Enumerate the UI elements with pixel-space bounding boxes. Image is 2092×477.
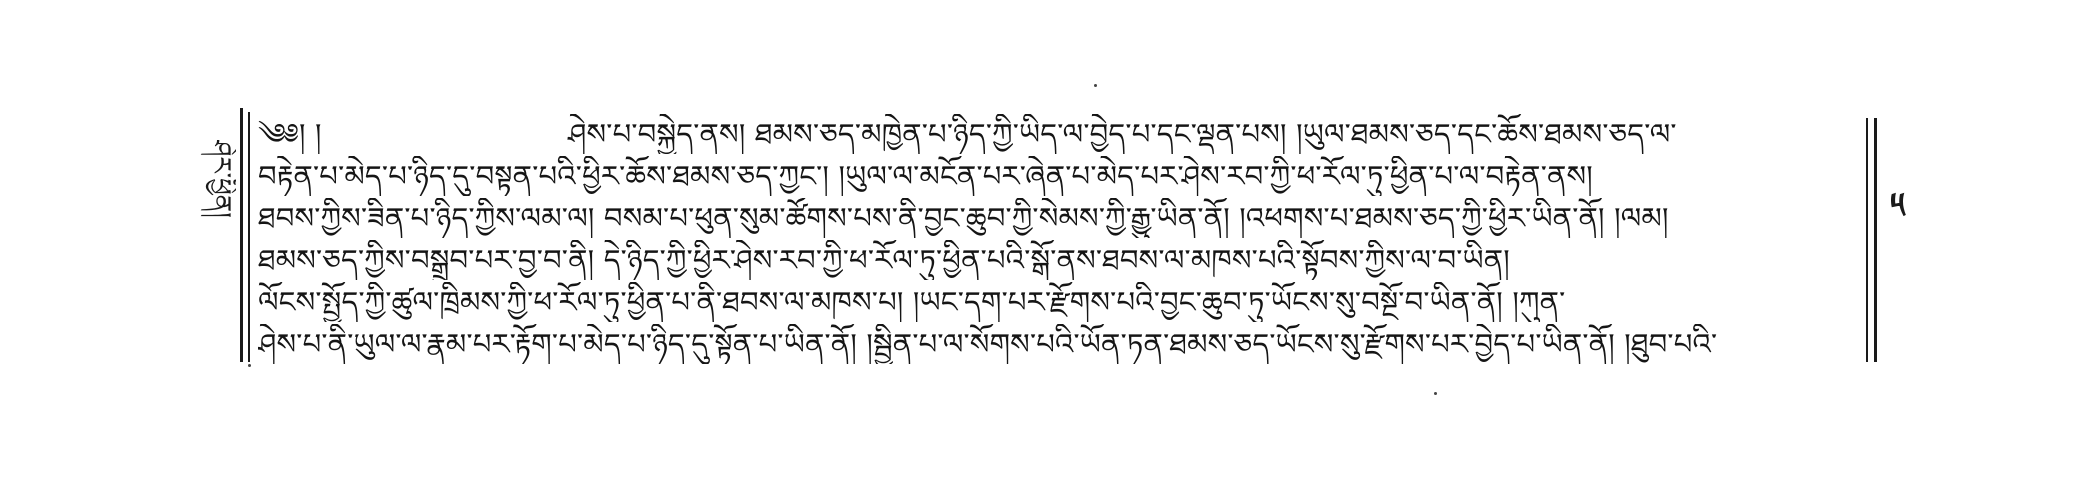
text-line-2: བརྟེན་པ་མེད་པ་ཉིད་དུ་བསྟན་པའི་ཕྱིར་ཆོས་ཐམས་ཅད་ཀྱང་། །ཡུལ་ལ་མངོན་པར་ཞེན་པ་མེད་པར་ཤེས་རབ་ཀྱི་ཕ་རོལ་ཏུ་ཕྱིན་པ་ལ་བརྟེན་ནས། <box>258 159 1593 193</box>
text-line-1-content: ཤེས་པ་བསྐྱེད་ནས། ཐམས་ཅད་མཁྱེན་པ་ཉིད་ཀྱི་ཡིད་ལ་བྱེད་པ་དང་ལྡན་པས། །ཡུལ་ཐམས་ཅད་དང་ཆོས་ཐམས་ཅད་ལ་ <box>568 117 1677 151</box>
text-line-1 <box>258 114 1858 154</box>
speck <box>248 364 251 367</box>
invocation-mark: ༄༅། ། <box>258 117 322 151</box>
left-border-outer <box>240 108 243 362</box>
margin-title: ཤེར་ཕྱིན། <box>206 140 236 218</box>
speck <box>1094 84 1097 87</box>
text-line-3: ཐབས་ཀྱིས་ཟིན་པ་ཉིད་ཀྱིས་ལམ་ལ། བསམ་པ་ཕུན་སུམ་ཚོགས་པས་ནི་བྱང་ཆུབ་ཀྱི་སེམས་ཀྱི་རྒྱུ་ཡིན་ནོ། །འཕགས་པ་ཐམས་ཅད་ཀྱི་ཕྱིར་ཡིན་ནོ། །ལམ། <box>258 201 1669 235</box>
right-border-inner <box>1866 118 1868 362</box>
text-block <box>258 108 1858 362</box>
left-border-inner <box>248 112 250 362</box>
speck <box>1434 392 1437 395</box>
folio-number: ༥ <box>1890 186 1906 226</box>
right-border-outer <box>1874 118 1877 362</box>
text-line-5: ལོངས་སྤྱོད་ཀྱི་ཚུལ་ཁྲིམས་ཀྱི་ཕ་རོལ་ཏུ་ཕྱིན་པ་ནི་ཐབས་ལ་མཁས་པ། །ཡང་དག་པར་རྫོགས་པའི་བྱང་ཆུབ་ཏུ་ཡོངས་སུ་བསྔོ་བ་ཡིན་ནོ། །ཀུན་ <box>258 285 1566 319</box>
text-line-4: ཐམས་ཅད་ཀྱིས་བསྒྲུབ་པར་བྱ་བ་ནི། དེ་ཉིད་ཀྱི་ཕྱིར་ཤེས་རབ་ཀྱི་ཕ་རོལ་ཏུ་ཕྱིན་པའི་སྒོ་ནས་ཐབས་ལ་མཁས་པའི་སྟོབས་ཀྱིས་ལ་བ་ཡིན། <box>258 243 1510 277</box>
text-line-6: ཤེས་པ་ནི་ཡུལ་ལ་རྣམ་པར་རྟོག་པ་མེད་པ་ཉིད་དུ་སྟོན་པ་ཡིན་ནོ། །སྦྱིན་པ་ལ་སོགས་པའི་ཡོན་ཏན་ཐམས་ཅད་ཡོངས་སུ་རྫོགས་པར་བྱེད་པ་ཡིན་ནོ། །ཐུབ་པའི་ <box>258 327 1718 361</box>
